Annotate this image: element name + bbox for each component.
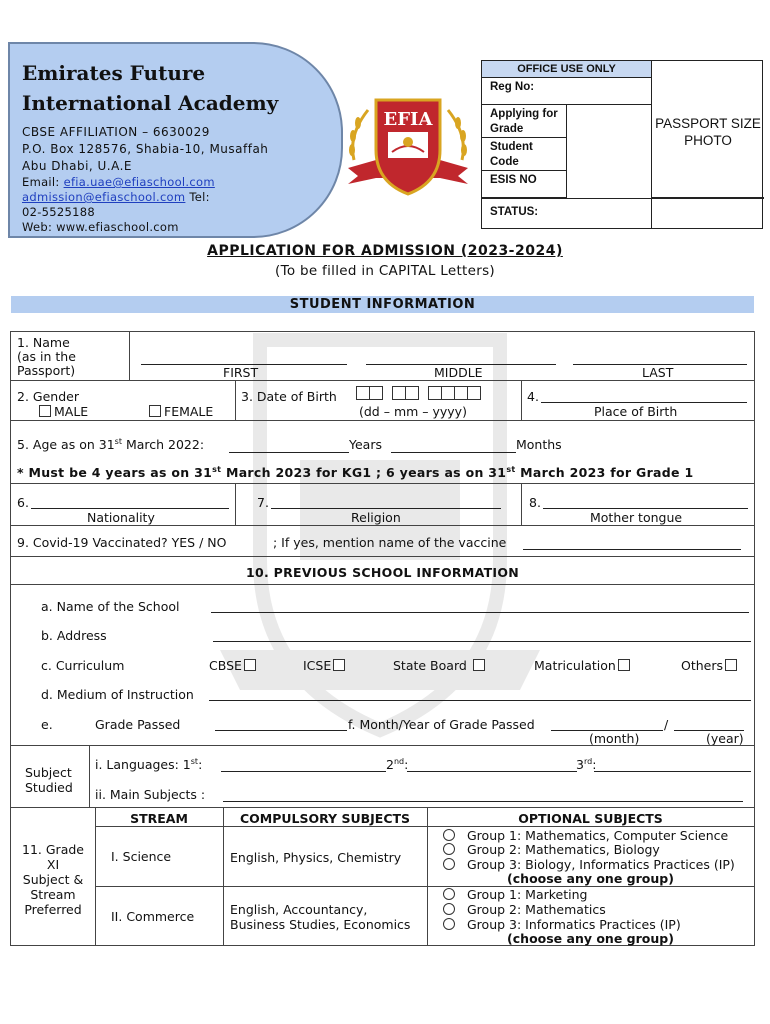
- curriculum-matriculation-option[interactable]: [534, 658, 630, 673]
- pob-number: 4.: [527, 389, 539, 404]
- stream-commerce: II. Commerce: [111, 909, 195, 924]
- religion-number: 7.: [257, 495, 269, 510]
- science-group-1-option[interactable]: [443, 828, 728, 843]
- commerce-group-1-option[interactable]: [443, 887, 587, 902]
- icse-checkbox[interactable]: [333, 659, 345, 671]
- icse-label: ICSE: [303, 658, 332, 673]
- matriculation-checkbox[interactable]: [618, 659, 630, 671]
- religion-input[interactable]: [271, 508, 501, 509]
- stream-header: STREAM: [130, 811, 188, 826]
- grade-passed-input[interactable]: [215, 730, 347, 731]
- reg-no-field[interactable]: Reg No:: [482, 78, 651, 105]
- male-label: MALE: [54, 404, 89, 419]
- science-choose-note: (choose any one group): [507, 871, 674, 886]
- language-2-label: 2nd:: [386, 757, 409, 772]
- grade-passed-letter: e.: [41, 717, 53, 732]
- email-line-2: [22, 190, 329, 205]
- address-line2: Abu Dhabi, U.A.E: [22, 159, 133, 173]
- medium-label: d. Medium of Instruction: [41, 687, 194, 702]
- language-1-input[interactable]: [221, 771, 386, 772]
- main-subjects-input[interactable]: [223, 801, 743, 802]
- female-label: FEMALE: [164, 404, 214, 419]
- cbse-label: CBSE: [209, 658, 242, 673]
- school-name-input[interactable]: [211, 612, 749, 613]
- school-name-line1: Emirates Future: [22, 61, 206, 85]
- nationality-input[interactable]: [31, 508, 229, 509]
- vaccine-name-label: ; If yes, mention name of the vaccine: [273, 535, 507, 550]
- status-field[interactable]: STATUS:: [490, 206, 539, 218]
- months-label: Months: [516, 437, 562, 452]
- matriculation-label: Matriculation: [534, 658, 616, 673]
- dob-input-boxes[interactable]: [356, 386, 480, 401]
- mother-tongue-number: 8.: [529, 495, 541, 510]
- commerce-group-3-option[interactable]: [443, 917, 681, 932]
- science-group-2-radio[interactable]: [443, 843, 455, 855]
- slash: /: [664, 717, 669, 732]
- passport-photo-box[interactable]: PASSPORT SIZE PHOTO: [652, 61, 764, 198]
- student-information-form: [10, 331, 755, 946]
- age-label: 5. Age as on 31st March 2022:: [17, 437, 205, 452]
- nationality-number: 6.: [17, 495, 29, 510]
- subject-studied-label: Subject Studied: [25, 765, 73, 795]
- tel-label: Tel:: [189, 190, 210, 204]
- curriculum-state-board-option[interactable]: [393, 658, 485, 673]
- languages-label: i. Languages: 1st:: [95, 757, 203, 772]
- others-checkbox[interactable]: [725, 659, 737, 671]
- school-name-line2: International Academy: [22, 91, 279, 115]
- place-of-birth-label: Place of Birth: [594, 404, 678, 419]
- school-header: [8, 42, 343, 238]
- cbse-checkbox[interactable]: [244, 659, 256, 671]
- language-3-input[interactable]: [594, 771, 751, 772]
- age-requirement-note: * Must be 4 years as on 31st March 2023 for KG1 ; 6 years as on 31st March 2023 for Grade 1: [17, 465, 694, 480]
- middle-label: MIDDLE: [434, 365, 483, 380]
- office-use-table: [481, 60, 763, 229]
- mother-tongue-label: Mother tongue: [590, 510, 683, 525]
- science-group-2-label: Group 2: Mathematics, Biology: [467, 842, 660, 857]
- grade-xi-label: 11. Grade XI Subject & Stream Preferred: [22, 842, 84, 917]
- gender-female-option[interactable]: [149, 404, 213, 419]
- science-compulsory-subjects: English, Physics, Chemistry: [230, 850, 402, 865]
- email-label: Email:: [22, 175, 60, 189]
- curriculum-others-option[interactable]: [681, 658, 737, 673]
- website: Web: www.efiaschool.com: [22, 220, 179, 234]
- commerce-group-3-label: Group 3: Informatics Practices (IP): [467, 917, 681, 932]
- office-use-title: OFFICE USE ONLY: [482, 61, 651, 78]
- science-group-1-radio[interactable]: [443, 829, 455, 841]
- address-label: b. Address: [41, 628, 107, 643]
- name-label: 1. Name (as in the Passport): [17, 335, 76, 378]
- science-group-3-radio[interactable]: [443, 858, 455, 870]
- page-subtitle: (To be filled in CAPITAL Letters): [275, 263, 495, 279]
- logo-text: EFIA: [383, 109, 433, 130]
- age-months-input[interactable]: [391, 452, 516, 453]
- curriculum-icse-option[interactable]: [303, 658, 345, 673]
- dob-format: (dd – mm – yyyy): [359, 404, 467, 419]
- commerce-compulsory-line1: English, Accountancy,: [230, 902, 368, 917]
- page-title: APPLICATION FOR ADMISSION (2023-2024): [207, 243, 563, 259]
- curriculum-label: c. Curriculum: [41, 658, 125, 673]
- address-input[interactable]: [213, 641, 751, 642]
- email-link-1[interactable]: efia.uae@efiaschool.com: [63, 175, 215, 189]
- science-group-3-label: Group 3: Biology, Informatics Practices (IP): [467, 857, 735, 872]
- commerce-compulsory-line2: Business Studies, Economics: [230, 917, 411, 932]
- age-years-input[interactable]: [229, 452, 349, 453]
- mother-tongue-input[interactable]: [543, 508, 748, 509]
- email-link-2[interactable]: admission@efiaschool.com: [22, 190, 186, 204]
- address-line1: P.O. Box 128576, Shabia-10, Musaffah: [22, 142, 269, 156]
- last-label: LAST: [642, 365, 674, 380]
- main-subjects-label: ii. Main Subjects :: [95, 787, 206, 802]
- commerce-group-2-option[interactable]: [443, 902, 606, 917]
- place-of-birth-input[interactable]: [541, 402, 747, 403]
- science-group-3-option[interactable]: [443, 857, 735, 872]
- commerce-group-2-radio[interactable]: [443, 903, 455, 915]
- esis-no-field[interactable]: ESIS NO: [482, 171, 567, 198]
- medium-input[interactable]: [209, 700, 751, 701]
- commerce-group-2-label: Group 2: Mathematics: [467, 902, 606, 917]
- religion-label: Religion: [351, 510, 401, 525]
- others-label: Others: [681, 658, 724, 673]
- state-board-checkbox[interactable]: [473, 659, 485, 671]
- state-board-label: State Board: [393, 658, 467, 673]
- efia-logo: [346, 90, 470, 198]
- student-code-field[interactable]: Student Code: [482, 138, 567, 171]
- first-label: FIRST: [223, 365, 259, 380]
- commerce-group-1-radio[interactable]: [443, 888, 455, 900]
- school-name-label: a. Name of the School: [41, 599, 180, 614]
- dob-label: 3. Date of Birth: [241, 389, 337, 404]
- commerce-group-1-label: Group 1: Marketing: [467, 887, 588, 902]
- commerce-choose-note: (choose any one group): [507, 931, 674, 946]
- gender-male-option[interactable]: [39, 404, 88, 419]
- female-checkbox[interactable]: [149, 405, 161, 417]
- applying-grade-field[interactable]: Applying for Grade: [482, 105, 567, 138]
- optional-subjects-header: OPTIONAL SUBJECTS: [518, 811, 663, 826]
- affiliation: CBSE AFFILIATION – 6630029: [22, 125, 210, 139]
- month-hint: (month): [589, 731, 640, 746]
- gender-label: 2. Gender: [17, 389, 79, 404]
- grade-passed-label: Grade Passed: [95, 717, 181, 732]
- year-hint: (year): [706, 731, 744, 746]
- month-year-label: f. Month/Year of Grade Passed: [348, 717, 535, 732]
- previous-school-title: 10. PREVIOUS SCHOOL INFORMATION: [245, 565, 520, 580]
- section-student-information: STUDENT INFORMATION: [11, 296, 754, 313]
- commerce-group-3-radio[interactable]: [443, 918, 455, 930]
- science-group-2-option[interactable]: [443, 842, 660, 857]
- covid-vaccinated-label: 9. Covid-19 Vaccinated? YES / NO: [17, 535, 227, 550]
- stream-science: I. Science: [111, 849, 172, 864]
- compulsory-subjects-header: COMPULSORY SUBJECTS: [239, 811, 411, 826]
- language-2-input[interactable]: [407, 771, 577, 772]
- male-checkbox[interactable]: [39, 405, 51, 417]
- years-label: Years: [349, 437, 382, 452]
- language-3-label: 3rd:: [576, 757, 597, 772]
- email-line: [22, 175, 329, 190]
- nationality-label: Nationality: [87, 510, 155, 525]
- vaccine-name-input[interactable]: [523, 549, 741, 550]
- curriculum-cbse-option[interactable]: [209, 658, 256, 673]
- science-group-1-label: Group 1: Mathematics, Computer Science: [467, 828, 729, 843]
- tel-number: 02-5525188: [22, 205, 95, 219]
